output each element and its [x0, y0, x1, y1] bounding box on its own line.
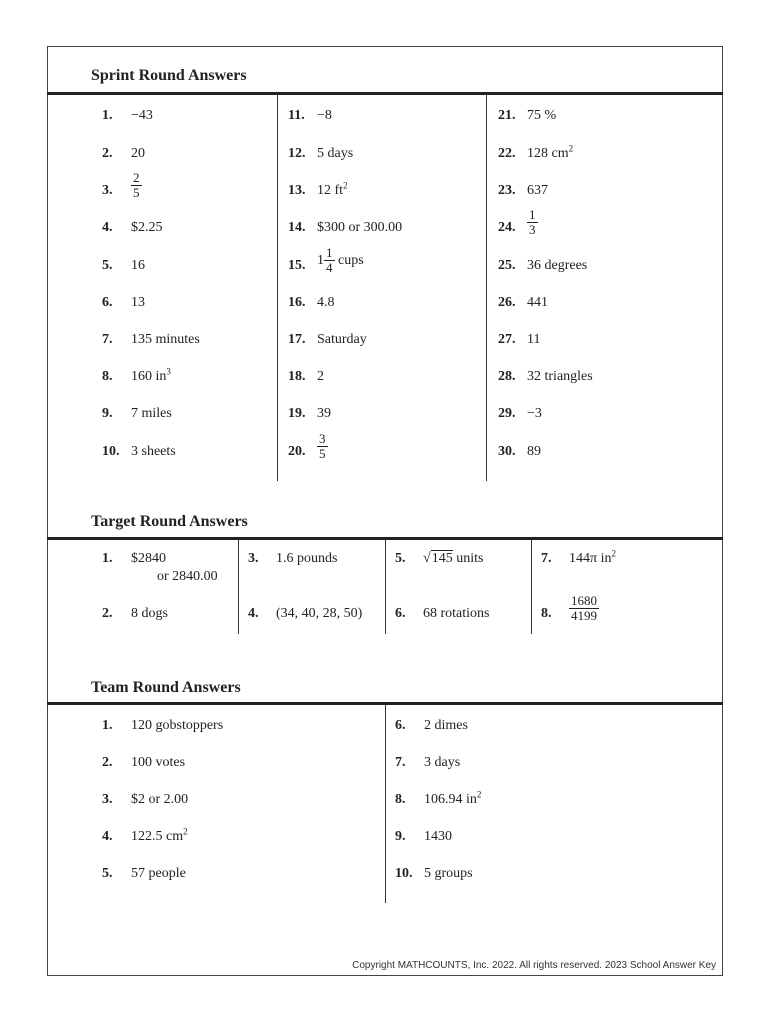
item-answer — [317, 432, 328, 461]
fraction-denominator: 5 — [133, 185, 140, 200]
answer-text: 3 days — [424, 755, 461, 770]
item-answer — [527, 368, 593, 386]
item-number: 22. — [498, 146, 516, 161]
item-number: 24. — [498, 220, 516, 235]
answer-value — [131, 220, 163, 235]
answer-exponent: 2 — [476, 789, 482, 800]
answer-value — [131, 718, 223, 733]
answer-value — [131, 792, 188, 807]
item-number: 1. — [102, 718, 113, 733]
item-answer — [317, 219, 402, 237]
answer-value — [424, 789, 482, 807]
sprint-column-divider-2 — [486, 95, 487, 481]
item-answer — [317, 368, 324, 386]
answer-text: 75 % — [527, 108, 557, 123]
item-number: 2. — [102, 606, 113, 621]
answer-exponent: 2 — [183, 826, 188, 837]
answer-value — [131, 755, 185, 770]
item-number: 15. — [288, 258, 306, 273]
answer-value — [131, 444, 176, 459]
answer-exponent: 2 — [611, 548, 616, 559]
item-answer — [569, 550, 616, 568]
item-number: 1. — [102, 551, 113, 566]
item-answer — [569, 594, 599, 623]
item-answer — [527, 405, 542, 423]
target-round-title: Target Round Answers — [91, 513, 248, 530]
item-number: 11. — [288, 108, 305, 123]
answer-text: 122.5 cm — [131, 829, 184, 844]
item-number: 16. — [288, 295, 306, 310]
item-answer — [527, 145, 573, 163]
answer-value — [131, 108, 153, 123]
answer-text: 120 gobstoppers — [131, 718, 224, 733]
item-number: 7. — [395, 755, 406, 770]
item-number: 19. — [288, 406, 306, 421]
item-answer — [527, 331, 540, 349]
target-column-divider-1 — [238, 540, 239, 634]
copyright-footer: Copyright MATHCOUNTS, Inc. 2022. All rights reserved. 2023 School Answer Key — [352, 960, 716, 971]
answer-text: 32 triangles — [527, 369, 593, 384]
answer-text: 4.8 — [317, 295, 335, 310]
answer-value — [131, 406, 172, 421]
answer-value — [424, 718, 468, 733]
fraction-denominator: 4 — [326, 260, 333, 275]
answer-text: (34, 40, 28, 50) — [276, 606, 363, 621]
answer-text: −43 — [131, 108, 153, 123]
answer-value — [317, 146, 353, 161]
answer-key-frame — [47, 46, 723, 976]
item-answer — [131, 405, 172, 423]
answer-text: 12 ft — [317, 183, 344, 198]
answer-value — [131, 826, 188, 844]
answer-value — [317, 431, 328, 461]
item-answer — [131, 754, 185, 772]
fraction — [324, 246, 335, 275]
answer-value — [423, 606, 490, 621]
answer-value — [527, 332, 540, 347]
answer-text: 57 people — [131, 866, 186, 881]
answer-value — [317, 220, 402, 235]
item-answer — [317, 405, 331, 423]
fraction — [527, 208, 538, 237]
item-answer — [131, 331, 200, 349]
item-number: 5. — [395, 551, 406, 566]
answer-value — [131, 146, 145, 161]
item-answer — [131, 145, 145, 163]
item-answer — [317, 331, 367, 349]
answer-text: Saturday — [317, 332, 367, 347]
item-answer — [527, 294, 548, 312]
answer-value — [131, 332, 200, 347]
answer-unit: cups — [334, 252, 364, 268]
answer-text: −8 — [317, 108, 332, 123]
item-number: 4. — [102, 220, 113, 235]
answer-value — [424, 755, 460, 770]
item-answer — [131, 171, 142, 200]
item-number: 4. — [248, 606, 259, 621]
item-number: 3. — [102, 183, 113, 198]
item-answer — [527, 257, 587, 275]
answer-text: 2 dimes — [424, 718, 468, 733]
answer-text: 7 miles — [131, 406, 172, 421]
item-number: 5. — [102, 258, 113, 273]
item-number: 18. — [288, 369, 306, 384]
item-number: 5. — [102, 866, 113, 881]
answer-alt: or 2840.00 — [157, 569, 218, 584]
radical-sign: √ — [423, 551, 431, 566]
answer-text: 11 — [527, 332, 541, 347]
answer-text: 8 dogs — [131, 606, 168, 621]
item-answer — [131, 865, 186, 883]
item-number: 17. — [288, 332, 306, 347]
item-number: 3. — [102, 792, 113, 807]
team-round-title: Team Round Answers — [91, 679, 241, 696]
item-answer — [317, 294, 335, 312]
item-answer — [424, 865, 473, 883]
answer-text: 1.6 pounds — [276, 551, 338, 566]
item-answer — [424, 828, 452, 846]
item-answer — [131, 791, 188, 809]
item-answer — [131, 550, 218, 586]
answer-value — [424, 866, 473, 881]
item-number: 27. — [498, 332, 516, 347]
fraction-numerator: 2 — [133, 170, 140, 185]
answer-value — [131, 170, 142, 200]
item-number: 8. — [395, 792, 406, 807]
answer-value — [317, 180, 348, 198]
answer-value — [276, 551, 337, 566]
item-answer — [317, 246, 364, 275]
answer-text: 441 — [527, 295, 548, 310]
answer-value — [131, 258, 145, 273]
item-number: 12. — [288, 146, 306, 161]
answer-value — [527, 183, 548, 198]
answer-text: 13 — [131, 295, 145, 310]
answer-exponent: 3 — [166, 366, 171, 377]
answer-text: 637 — [527, 183, 548, 198]
answer-value — [131, 551, 218, 586]
item-number: 28. — [498, 369, 516, 384]
answer-value — [423, 551, 483, 566]
item-number: 14. — [288, 220, 306, 235]
item-answer — [424, 754, 460, 772]
radicand: 145 — [431, 551, 453, 566]
item-answer — [423, 550, 483, 568]
item-answer — [527, 208, 538, 237]
item-number: 23. — [498, 183, 516, 198]
item-answer — [317, 182, 348, 200]
answer-text: 135 minutes — [131, 332, 200, 347]
answer-text: 1430 — [424, 829, 452, 844]
item-answer — [527, 443, 541, 461]
fraction-denominator: 3 — [529, 222, 536, 237]
item-number: 26. — [498, 295, 516, 310]
target-column-divider-2 — [385, 540, 386, 634]
answer-value — [131, 366, 171, 384]
item-number: 10. — [102, 444, 120, 459]
item-number: 21. — [498, 108, 516, 123]
answer-value — [569, 548, 616, 566]
item-answer — [131, 717, 223, 735]
item-answer — [131, 257, 145, 275]
answer-text: $2 or 2.00 — [131, 792, 189, 807]
answer-text: 144π in — [569, 551, 612, 566]
item-number: 6. — [102, 295, 113, 310]
answer-value — [527, 444, 541, 459]
item-answer — [527, 107, 556, 125]
sprint-rule — [47, 92, 723, 95]
item-number: 8. — [541, 606, 552, 621]
answer-value — [527, 143, 574, 161]
item-number: 8. — [102, 369, 113, 384]
item-number: 2. — [102, 146, 113, 161]
item-answer — [131, 107, 153, 125]
answer-value — [317, 369, 324, 384]
answer-text: 106.94 in — [424, 792, 477, 807]
answer-text: $2840 — [131, 551, 166, 566]
item-number: 9. — [395, 829, 406, 844]
item-answer — [131, 368, 171, 386]
item-answer — [131, 828, 188, 846]
answer-text: −3 — [527, 406, 542, 421]
target-column-divider-3 — [531, 540, 532, 634]
answer-value — [527, 406, 542, 421]
answer-text: 2 — [317, 369, 324, 384]
fraction — [131, 171, 142, 200]
answer-text: 128 cm — [527, 146, 569, 161]
item-answer — [131, 443, 176, 461]
item-number: 6. — [395, 718, 406, 733]
item-number: 6. — [395, 606, 406, 621]
answer-text: 3 sheets — [131, 444, 176, 459]
answer-value — [424, 829, 452, 844]
item-number: 13. — [288, 183, 306, 198]
item-number: 25. — [498, 258, 516, 273]
item-number: 30. — [498, 444, 516, 459]
square-root — [423, 550, 453, 568]
fraction-denominator: 5 — [319, 446, 326, 461]
answer-unit: units — [452, 551, 484, 566]
item-answer — [276, 605, 362, 623]
item-number: 2. — [102, 755, 113, 770]
item-number: 1. — [102, 108, 113, 123]
item-number: 7. — [541, 551, 552, 566]
answer-text: 100 votes — [131, 755, 186, 770]
answer-text: $2.25 — [131, 220, 163, 235]
answer-value — [131, 606, 168, 621]
item-answer — [131, 294, 145, 312]
item-number: 20. — [288, 444, 306, 459]
fraction-numerator: 3 — [319, 431, 326, 446]
answer-value — [527, 108, 556, 123]
answer-value — [317, 108, 332, 123]
answer-text: 20 — [131, 146, 145, 161]
answer-text: 68 rotations — [423, 606, 490, 621]
answer-text: 89 — [527, 444, 541, 459]
item-answer — [317, 107, 332, 125]
answer-value — [131, 866, 186, 881]
item-answer — [317, 145, 353, 163]
fraction-numerator: 1 — [326, 245, 333, 260]
answer-value — [317, 295, 335, 310]
answer-text: 36 degrees — [527, 258, 588, 273]
answer-value — [527, 369, 593, 384]
answer-text: 39 — [317, 406, 331, 421]
item-number: 9. — [102, 406, 113, 421]
item-answer — [131, 605, 168, 623]
sprint-round-title: Sprint Round Answers — [91, 67, 247, 84]
fraction-denominator: 4199 — [571, 608, 597, 623]
fraction-numerator: 1 — [529, 207, 536, 222]
answer-value — [317, 245, 364, 275]
item-answer — [527, 182, 548, 200]
answer-value — [527, 295, 548, 310]
answer-text: 16 — [131, 258, 145, 273]
mixed-whole: 1 — [317, 252, 324, 268]
item-answer — [131, 219, 163, 237]
item-answer — [424, 717, 468, 735]
fraction — [569, 594, 599, 623]
answer-value — [569, 593, 599, 623]
answer-text: 5 groups — [424, 866, 473, 881]
item-answer — [276, 550, 337, 568]
answer-exponent: 2 — [568, 143, 574, 154]
item-answer — [424, 791, 481, 809]
answer-text: $300 or 300.00 — [317, 220, 403, 235]
item-number: 7. — [102, 332, 113, 347]
item-number: 3. — [248, 551, 259, 566]
item-number: 10. — [395, 866, 413, 881]
fraction-numerator: 1680 — [571, 593, 597, 608]
answer-value — [276, 606, 362, 621]
item-number: 4. — [102, 829, 113, 844]
sprint-column-divider-1 — [277, 95, 278, 481]
answer-value — [527, 207, 538, 237]
answer-text: 5 days — [317, 146, 354, 161]
answer-exponent: 2 — [343, 180, 348, 191]
answer-value — [131, 295, 145, 310]
item-number: 29. — [498, 406, 516, 421]
item-answer — [423, 605, 490, 623]
team-column-divider — [385, 705, 386, 903]
answer-value — [527, 258, 587, 273]
answer-value — [317, 332, 367, 347]
fraction — [317, 432, 328, 461]
answer-value — [317, 406, 331, 421]
answer-text: 160 in — [131, 369, 167, 384]
